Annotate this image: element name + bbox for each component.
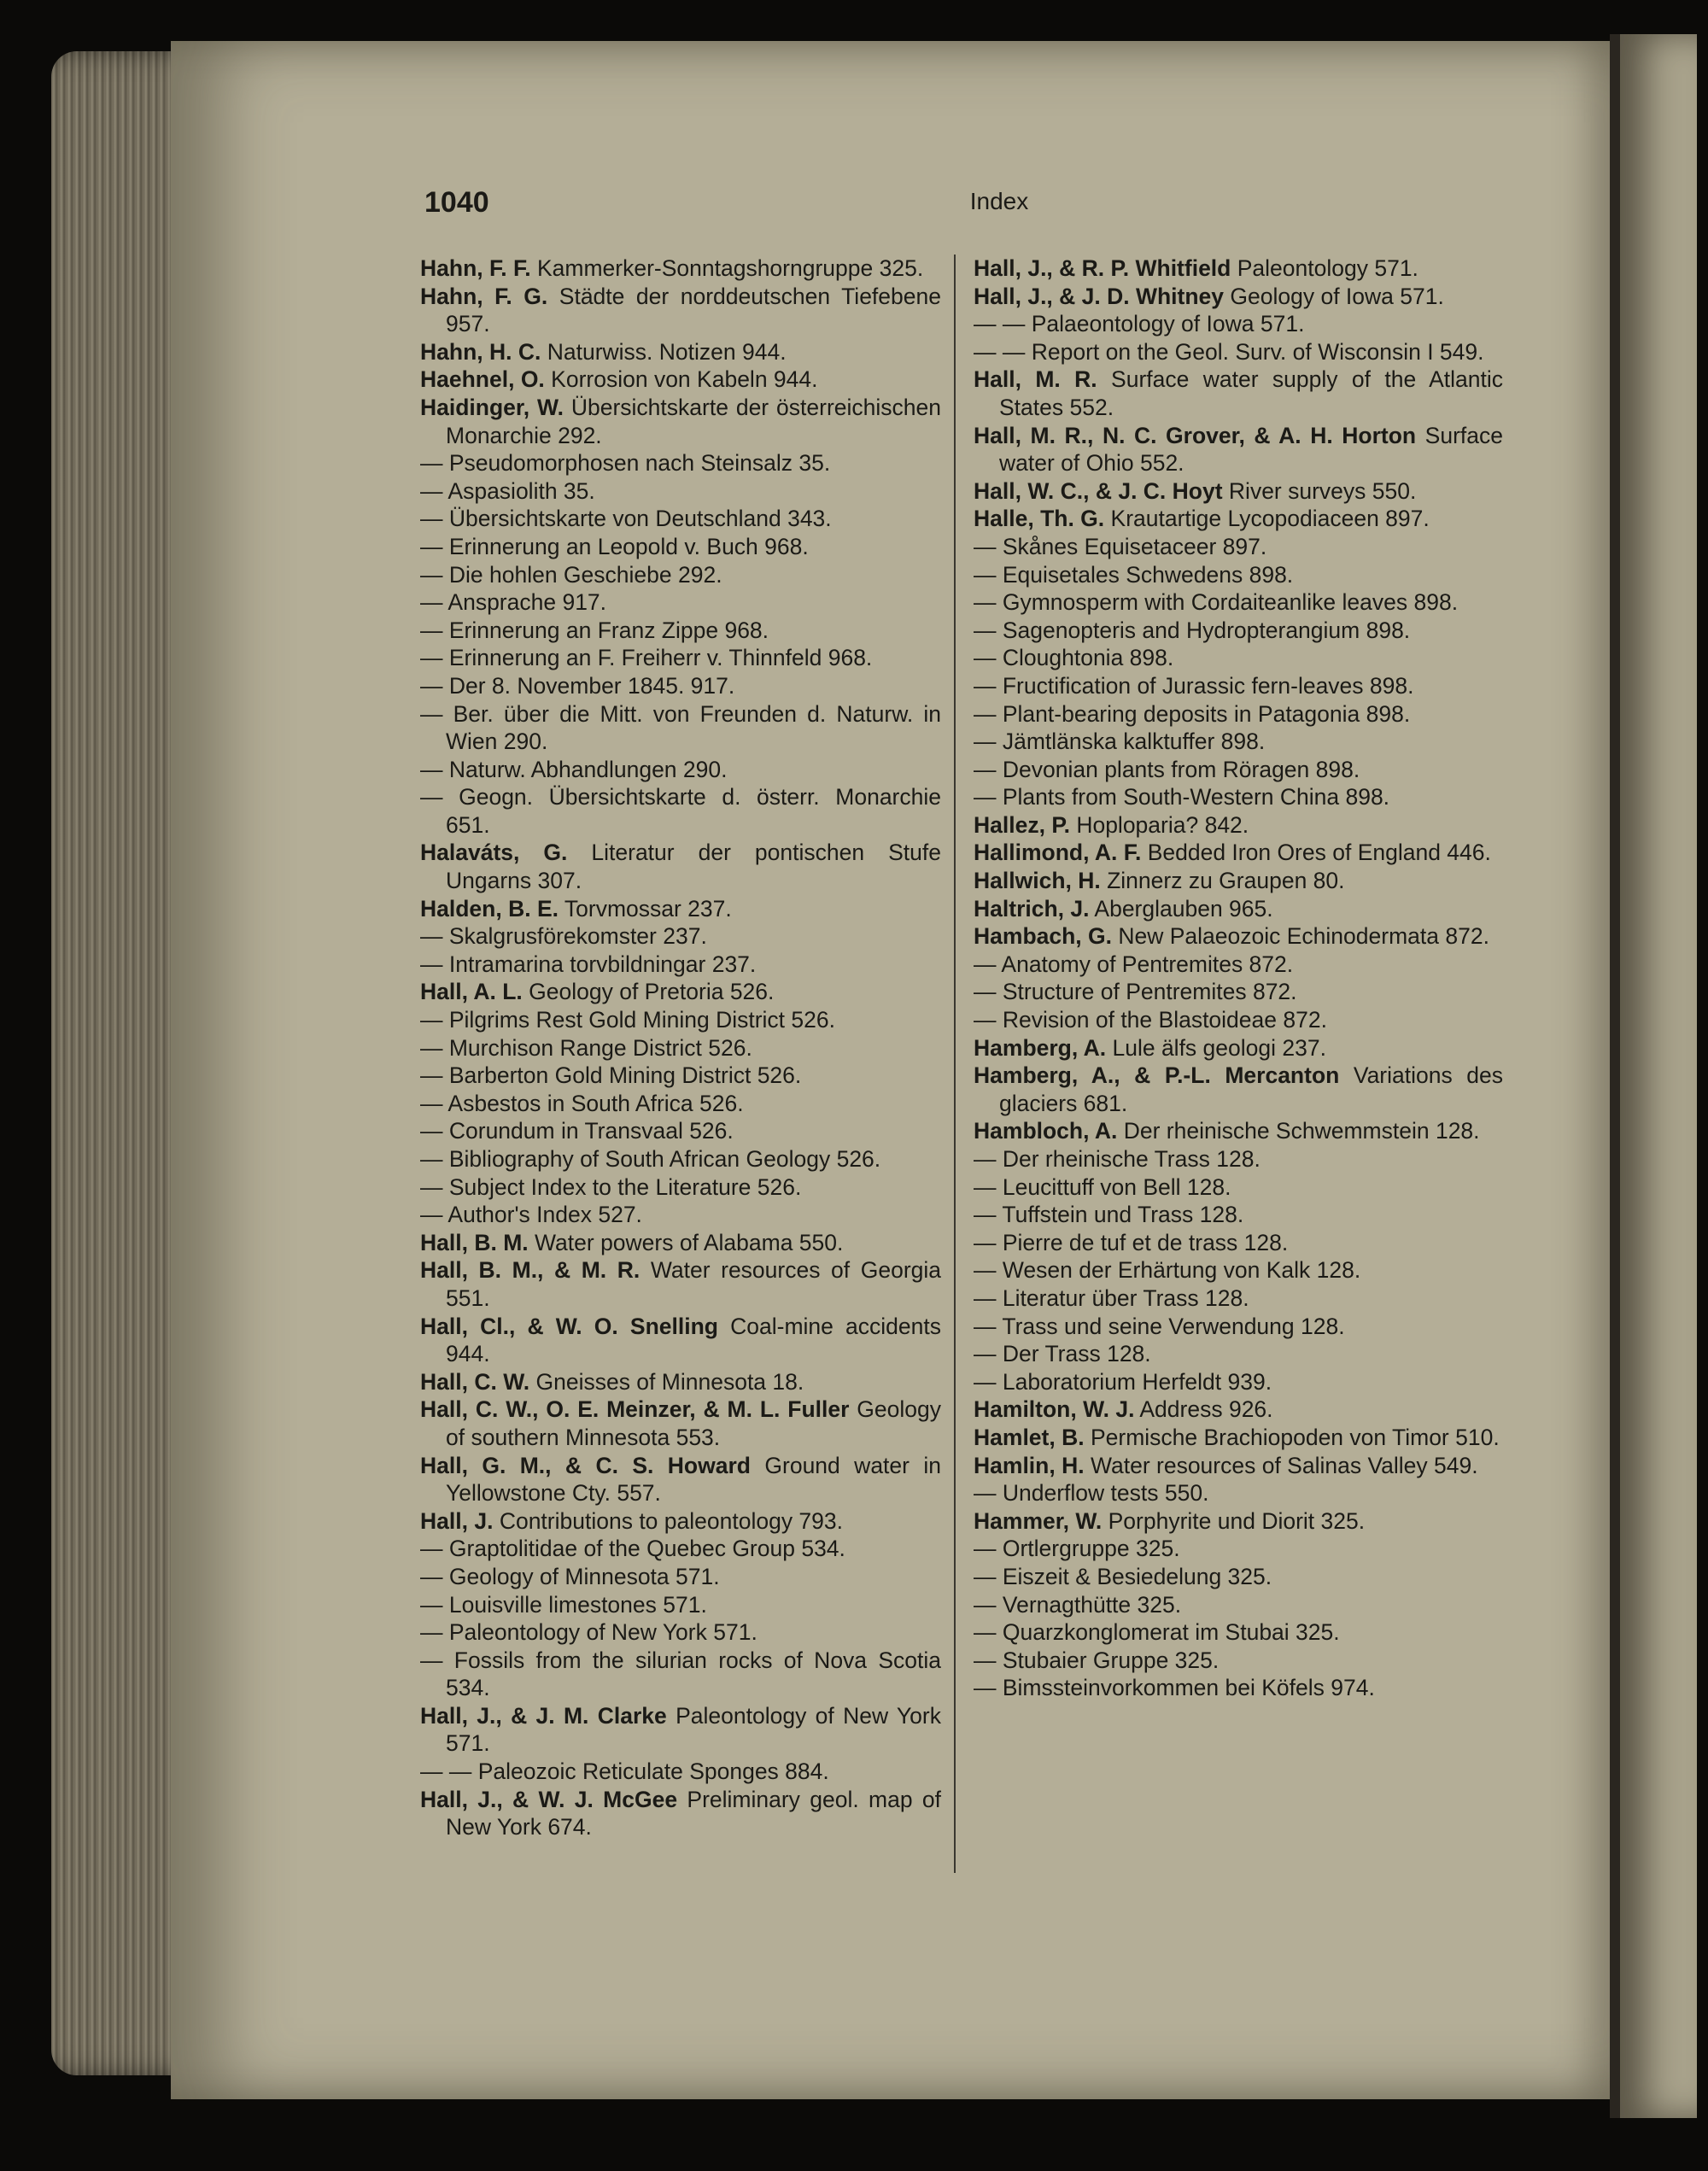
index-entry-title: Kammerker-Sonntagshorngruppe 325. [536,255,924,281]
index-entry [420,951,941,979]
index-entry [420,1062,941,1090]
index-entry [420,394,941,449]
index-entry-title: River surveys 550. [1228,477,1417,504]
index-entry-title: — Eiszeit & Besiedelung 325. [974,1563,1272,1589]
index-entry-title: — Pseudomorphosen nach Steinsalz 35. [420,450,831,477]
index-column-left [420,255,941,1841]
index-entry [974,366,1503,421]
index-entry-title: — Paleontology of New York 571. [420,1619,757,1646]
index-entry-author: Hamlet, B. [974,1424,1085,1450]
index-entry-author: Hall, M. R., N. C. Grover, & A. H. Horton [974,422,1417,448]
index-entry-title: — Geogn. Übersichtskarte d. österr. Monarchie 651. [420,784,941,838]
index-entry-title: Permische Brachiopoden von Timor 510. [1090,1424,1500,1450]
index-entry [974,978,1503,1006]
index-entry [420,1256,941,1312]
index-entry [420,1563,941,1591]
index-entry [420,922,941,951]
index-entry-title: Coal-mine accidents 944. [446,1313,941,1367]
index-entry [420,366,941,394]
index-entry-title: Porphyrite und Diorit 325. [1108,1507,1366,1534]
index-entry-title: — Murchison Range District 526. [420,1034,752,1061]
index-entry-title: Literatur der pontischen Stufe Ungarns 307. [446,840,941,894]
index-entry-author: Hall, B. M., & M. R. [420,1257,640,1284]
index-entry [974,1674,1503,1702]
index-entry-title: — Graptolitidae of the Quebec Group 534. [420,1536,845,1562]
index-entry-author: Hall, B. M. [420,1229,529,1255]
index-entry-title: — Underflow tests 550. [974,1480,1209,1507]
index-entry-author: Halaváts, G. [420,840,568,866]
index-entry-title: — Structure of Pentremites 872. [974,979,1297,1005]
index-entry-title: — Der 8. November 1845. 917. [420,672,735,699]
index-entry [420,1702,941,1758]
index-entry-title: — Wesen der Erhärtung von Kalk 128. [974,1257,1361,1284]
index-entry-author: Hall, A. L. [420,979,523,1005]
index-entry-title: — Geology of Minnesota 571. [420,1563,720,1589]
index-entry [974,1229,1503,1257]
index-entry [420,672,941,700]
index-entry [974,728,1503,756]
index-entry-title: — Barberton Gold Mining District 526. [420,1062,802,1089]
index-entry-author: Hahn, F. F. [420,255,531,281]
index-entry-title: Paleontology 571. [1237,255,1418,281]
index-entry [974,1006,1503,1034]
index-entry-title: — Erinnerung an Leopold v. Buch 968. [420,533,809,559]
index-entry [974,1145,1503,1173]
index-entry-title: Zinnerz zu Graupen 80. [1107,868,1345,894]
index-entry [420,1452,941,1507]
index-entry [420,1368,941,1396]
index-entry-author: Hallwich, H. [974,868,1101,894]
index-entry-title: — Naturw. Abhandlungen 290. [420,756,728,782]
index-entry [974,1479,1503,1507]
index-entry-author: Hall, G. M., & C. S. Howard [420,1452,751,1478]
index-entry [420,255,941,283]
index-entry-author: Hall, M. R. [974,366,1097,393]
index-entry [974,1034,1503,1062]
index-entry-title: — Vernagthütte 325. [974,1591,1182,1618]
index-entry [420,561,941,589]
index-entry-title: — Subject Index to the Literature 526. [420,1173,802,1200]
index-entry-title: Water powers of Alabama 550. [535,1229,844,1255]
index-entry-title: — Jämtlänska kalktuffer 898. [974,729,1266,755]
index-entry [974,338,1503,366]
index-entry [974,1062,1503,1117]
index-entry [420,1145,941,1173]
index-entry-title: — Laboratorium Herfeldt 939. [974,1368,1272,1395]
index-entry [974,867,1503,895]
index-entry [420,505,941,533]
index-entry-title: — Stubaier Gruppe 325. [974,1647,1220,1673]
index-entry [974,1396,1503,1424]
column-divider [954,255,956,1873]
index-entry [974,1618,1503,1647]
index-entry-title: — Erinnerung an Franz Zippe 968. [420,617,769,643]
index-entry [974,310,1503,338]
index-entry [420,1034,941,1062]
index-entry [420,895,941,923]
index-entry [974,1591,1503,1619]
index-entry-title: Der rheinische Schwemmstein 128. [1123,1118,1480,1144]
index-entry-author: Haehnel, O. [420,366,545,393]
index-entry-author: Hallimond, A. F. [974,840,1142,866]
index-entry-title: Surface water of Ohio 552. [999,422,1503,477]
index-entry [974,756,1503,784]
index-entry [420,1647,941,1702]
index-entry [420,756,941,784]
index-entry [974,1647,1503,1675]
index-entry [420,978,941,1006]
index-entry-title: — Der Trass 128. [974,1341,1151,1367]
index-entry-title: Water resources of Georgia 551. [446,1257,942,1311]
index-entry-author: Halden, B. E. [420,895,559,922]
index-entry [974,1507,1503,1536]
index-entry-title: — — Paleozoic Reticulate Sponges 884. [420,1758,829,1785]
index-entry-title: New Palaeozoic Echinodermata 872. [1118,923,1489,950]
index-entry-title: — Die hohlen Geschiebe 292. [420,561,722,588]
index-entry-author: Hall, C. W. [420,1368,530,1395]
index-entry-title: — Revision of the Blastoideae 872. [974,1007,1327,1033]
index-entry [420,1507,941,1536]
page-number: 1040 [424,186,489,219]
index-entry-title: — Ortlergruppe 325. [974,1536,1180,1562]
index-entry [974,1284,1503,1313]
index-entry [974,422,1503,477]
index-entry [974,1256,1503,1284]
index-entry-title: Water resources of Salinas Valley 549. [1090,1452,1478,1478]
index-entry-title: Korrosion von Kabeln 944. [551,366,818,393]
index-entry [974,1173,1503,1202]
index-entry-author: Hallez, P. [974,811,1070,838]
index-entry [974,700,1503,729]
index-entry-title: Städte der norddeutschen Tiefebene 957. [446,283,941,337]
index-entry-author: Hall, J., & J. M. Clarke [420,1702,667,1729]
index-entry [420,1786,941,1841]
index-entry-title: — Der rheinische Trass 128. [974,1146,1261,1172]
index-entry [974,588,1503,617]
index-entry-author: Hahn, F. G. [420,283,548,309]
index-entry [420,1173,941,1202]
index-entry-title: — Skånes Equisetaceer 897. [974,533,1267,559]
index-entry [420,533,941,561]
index-entry [974,644,1503,672]
index-entry [420,1758,941,1786]
index-entry-title: — Skalgrusförekomster 237. [420,923,707,950]
index-entry-title: Contributions to paleontology 793. [499,1507,844,1534]
index-entry-title: — Plants from South-Western China 898. [974,784,1390,810]
running-title: Index [969,188,1029,214]
index-entry-title: — Aspasiolith 35. [420,477,595,504]
index-entry [974,1117,1503,1145]
index-column-right [974,255,1503,1702]
index-entry [974,505,1503,533]
index-entry [974,951,1503,979]
index-entry [974,561,1503,589]
index-entry-author: Hall, Cl., & W. O. Snelling [420,1313,718,1339]
index-entry-author: Halle, Th. G. [974,506,1105,532]
index-entry [420,617,941,645]
index-entry [974,811,1503,840]
index-entry-title: Paleontology of New York 571. [446,1702,941,1757]
index-entry-title: — Ber. über die Mitt. von Freunden d. Naturw. in Wien 290. [420,700,941,755]
index-entry-title: — Ansprache 917. [420,589,607,616]
index-entry [420,644,941,672]
index-entry [974,1452,1503,1480]
index-entry-title: Naturwiss. Notizen 944. [547,338,787,365]
index-entry [420,1618,941,1647]
index-entry-title: — Louisville limestones 571. [420,1591,707,1618]
index-entry-title: — Literatur über Trass 128. [974,1284,1249,1311]
index-entry-title: Preliminary geol. map of New York 674. [446,1786,941,1840]
index-entry-title: — Gymnosperm with Cordaiteanlike leaves 898. [974,589,1459,616]
index-entry-title: Geology of Iowa 571. [1230,283,1444,309]
index-entry-author: Hammer, W. [974,1507,1103,1534]
index-entry-title: — Übersichtskarte von Deutschland 343. [420,506,832,532]
index-entry [974,1340,1503,1368]
index-entry-title: — Equisetales Schwedens 898. [974,561,1294,588]
index-entry-title: Ground water in Yellowstone Cty. 557. [446,1452,942,1507]
index-entry-title: — Leucittuff von Bell 128. [974,1173,1231,1200]
index-entry-author: Hamberg, A., & P.-L. Mercanton [974,1062,1340,1089]
index-entry-title: — Pilgrims Rest Gold Mining District 526. [420,1007,835,1033]
index-entry [420,700,941,756]
index-entry-title: Aberglauben 965. [1094,895,1273,922]
index-entry [420,1006,941,1034]
index-entry-author: Hall, J., & J. D. Whitney [974,283,1225,309]
index-entry-author: Hall, J., & W. J. McGee [420,1786,678,1812]
index-entry [974,477,1503,506]
index-entry [974,255,1503,283]
index-entry-author: Hall, J., & R. P. Whitfield [974,255,1231,281]
index-entry-title: — Anatomy of Pentremites 872. [974,951,1294,977]
index-entry [974,1535,1503,1563]
index-entry [974,1563,1503,1591]
index-entry [974,283,1503,311]
index-entry [974,922,1503,951]
index-entry [420,1396,941,1451]
index-entry [420,1090,941,1118]
index-entry-title: Hoploparia? 842. [1076,811,1249,838]
index-entry-title: — Intramarina torvbildningar 237. [420,951,757,977]
index-entry-title: Torvmossar 237. [564,895,732,922]
index-entry [974,1201,1503,1229]
index-entry-author: Hamilton, W. J. [974,1396,1135,1423]
index-entry-title: — Tuffstein und Trass 128. [974,1202,1244,1228]
index-entry [974,783,1503,811]
index-entry [420,283,941,338]
index-entry [974,672,1503,700]
index-entry-title: Geology of southern Minnesota 553. [446,1396,941,1450]
index-entry-author: Haidinger, W. [420,394,564,420]
index-entry-title: — — Palaeontology of Iowa 571. [974,311,1305,337]
index-entry-title: Address 926. [1139,1396,1273,1423]
index-entry-title: — Author's Index 527. [420,1202,642,1228]
facing-page-edge [1620,34,1697,2118]
index-entry-title: — Cloughtonia 898. [974,645,1174,671]
index-entry-title: Surface water supply of the Atlantic States 552. [999,366,1503,420]
index-entry [420,1117,941,1145]
index-entry-title: — Plant-bearing deposits in Patagonia 898. [974,700,1411,727]
index-entry-title: Krautartige Lycopodiaceen 897. [1110,506,1430,532]
index-entry [420,477,941,506]
index-entry [420,1591,941,1619]
index-entry-author: Hall, W. C., & J. C. Hoyt [974,477,1223,504]
index-entry-author: Hall, C. W., O. E. Meinzer, & M. L. Fuller [420,1396,850,1423]
index-entry [420,783,941,839]
index-entry-author: Hambach, G. [974,923,1112,950]
index-entry [420,338,941,366]
index-entry-title: Variations des glaciers 681. [999,1062,1503,1116]
index-entry-author: Haltrich, J. [974,895,1090,922]
book-gutter [1610,34,1620,2118]
index-entry-author: Hamberg, A. [974,1034,1107,1061]
index-entry [974,1313,1503,1341]
index-entry-title: — Fructification of Jurassic fern-leaves 898. [974,672,1414,699]
index-entry [420,449,941,477]
index-entry [420,588,941,617]
index-entry-title: — Bimssteinvorkommen bei Köfels 974. [974,1675,1375,1701]
index-entry-author: Hambloch, A. [974,1118,1118,1144]
index-entry-title: Übersichtskarte der österreichischen Monarchie 292. [446,394,941,448]
index-entry [974,1424,1503,1452]
index-entry-title: Bedded Iron Ores of England 446. [1147,840,1491,866]
index-entry-author: Hahn, H. C. [420,338,541,365]
index-entry [420,1229,941,1257]
index-entry [974,839,1503,867]
index-entry [974,617,1503,645]
index-entry-title: Gneisses of Minnesota 18. [535,1368,804,1395]
index-entry-author: Hamlin, H. [974,1452,1085,1478]
index-entry [420,1201,941,1229]
index-entry-title: — Quarzkonglomerat im Stubai 325. [974,1619,1340,1646]
index-entry [974,533,1503,561]
index-entry-title: — Bibliography of South African Geology 526. [420,1146,881,1172]
index-entry-title: Lule älfs geologi 237. [1112,1034,1326,1061]
index-entry-author: Hall, J. [420,1507,494,1534]
index-entry-title: — Erinnerung an F. Freiherr v. Thinnfeld 968. [420,645,873,671]
index-entry-title: — Fossils from the silurian rocks of Nova Scotia 534. [420,1647,941,1701]
index-entry [974,1368,1503,1396]
index-entry-title: — Asbestos in South Africa 526. [420,1090,744,1116]
index-entry-title: — Trass und seine Verwendung 128. [974,1313,1345,1339]
index-entry [420,839,941,894]
index-entry-title: — — Report on the Geol. Surv. of Wisconsin I 549. [974,338,1484,365]
index-entry-title: — Sagenopteris and Hydropterangium 898. [974,617,1411,643]
index-entry [420,1535,941,1563]
index-entry-title: — Pierre de tuf et de trass 128. [974,1229,1289,1255]
index-entry [420,1313,941,1368]
index-entry-title: Geology of Pretoria 526. [529,979,775,1005]
index-entry-title: — Corundum in Transvaal 526. [420,1118,734,1144]
index-entry [974,895,1503,923]
index-entry-title: — Devonian plants from Röragen 898. [974,756,1360,782]
